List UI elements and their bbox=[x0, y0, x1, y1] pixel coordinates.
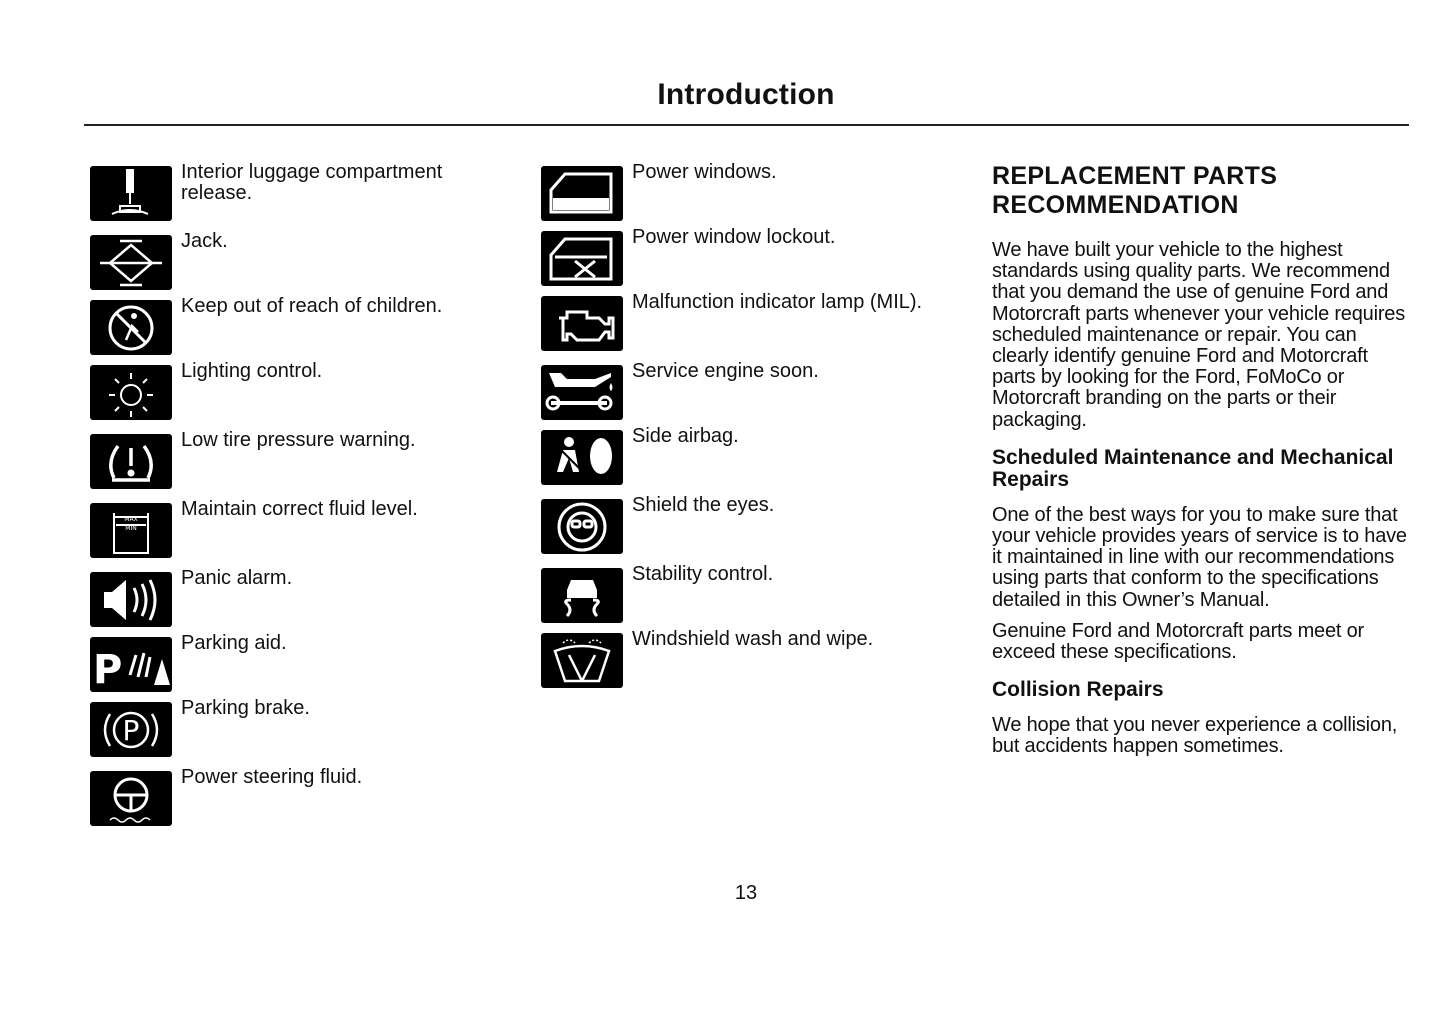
keep-out-of-reach-children-icon bbox=[90, 300, 172, 355]
symbol-label: Maintain correct fluid level. bbox=[181, 498, 418, 520]
list-item bbox=[90, 499, 490, 555]
parking-aid-icon bbox=[90, 637, 172, 692]
section-paragraph: We have built your vehicle to the highest standards using quality parts. We recommend that you demand the use of genuine Ford and Motorcraft parts whenever your vehicle requires scheduled maintenance or repair. You can clearly identify genuine Ford and Motorcraft parts by looking for the Ford, FoMoCo or Motorcraft branding on the parts or their packaging. bbox=[992, 239, 1406, 431]
shield-eyes-icon bbox=[541, 499, 623, 554]
symbol-label: Keep out of reach of children. bbox=[181, 295, 443, 317]
header-divider bbox=[84, 124, 1409, 126]
list-item bbox=[90, 361, 490, 417]
power-steering-fluid-icon bbox=[90, 771, 172, 826]
fluid-level-icon bbox=[90, 503, 172, 558]
list-item bbox=[90, 162, 490, 218]
symbol-label: Side airbag. bbox=[632, 425, 739, 447]
symbol-label: Lighting control. bbox=[181, 360, 323, 382]
symbol-label: Windshield wash and wipe. bbox=[632, 628, 874, 650]
side-airbag-icon bbox=[541, 430, 623, 485]
list-item bbox=[541, 629, 961, 685]
low-tire-pressure-icon bbox=[90, 434, 172, 489]
list-item bbox=[541, 426, 961, 482]
page-number: 13 bbox=[734, 882, 758, 904]
list-item bbox=[90, 430, 490, 486]
list-item bbox=[90, 698, 490, 754]
symbol-label: Stability control. bbox=[632, 563, 774, 585]
list-item bbox=[541, 227, 961, 283]
parking-brake-icon bbox=[90, 702, 172, 757]
symbol-label: Jack. bbox=[181, 230, 228, 252]
jack-icon bbox=[90, 235, 172, 290]
symbol-label: Power windows. bbox=[632, 161, 777, 183]
fluid-max-mark: MAX bbox=[124, 516, 138, 523]
fluid-min-mark: MIN bbox=[125, 525, 137, 532]
section-paragraph: One of the best ways for you to make sure that your vehicle provides years of service is to have it maintained in line with our recommendations using parts that conform to the specifications detailed in this Owner’s Manual. bbox=[992, 503, 1407, 611]
symbol-label: Malfunction indicator lamp (MIL). bbox=[632, 291, 923, 313]
symbol-label: Interior luggage compartment release. bbox=[181, 161, 443, 204]
parking-brake-letter: P bbox=[122, 714, 140, 747]
list-item bbox=[541, 162, 961, 218]
symbol-label: Low tire pressure warning. bbox=[181, 429, 416, 451]
list-item bbox=[541, 361, 961, 417]
symbol-label: Panic alarm. bbox=[181, 567, 293, 589]
panic-alarm-icon bbox=[90, 572, 172, 627]
section-paragraph: Genuine Ford and Motorcraft parts meet or exceed these specifications. bbox=[992, 619, 1364, 664]
power-window-lockout-icon bbox=[541, 231, 623, 286]
parking-aid-letter: P bbox=[93, 647, 123, 692]
section-heading: REPLACEMENT PARTS RECOMMENDATION bbox=[992, 162, 1278, 219]
list-item bbox=[541, 292, 961, 348]
lighting-control-icon bbox=[90, 365, 172, 420]
list-item bbox=[90, 231, 490, 287]
list-item bbox=[90, 568, 490, 624]
service-engine-icon bbox=[541, 365, 623, 420]
symbol-label: Parking aid. bbox=[181, 632, 287, 654]
stability-control-icon bbox=[541, 568, 623, 623]
list-item bbox=[90, 632, 490, 692]
symbol-label: Power steering fluid. bbox=[181, 766, 363, 788]
list-item bbox=[541, 495, 961, 551]
section-paragraph: We hope that you never experience a collision, but accidents happen sometimes. bbox=[992, 714, 1398, 758]
subsection-heading-maintenance: Scheduled Maintenance and Mechanical Repairs bbox=[992, 445, 1394, 491]
list-item bbox=[90, 767, 490, 823]
replacement-parts-section bbox=[992, 162, 1412, 768]
list-item bbox=[90, 296, 490, 352]
power-windows-icon bbox=[541, 166, 623, 221]
symbol-label: Power window lockout. bbox=[632, 226, 836, 248]
subsection-heading-collision: Collision Repairs bbox=[992, 678, 1164, 702]
luggage-release-icon bbox=[90, 166, 172, 221]
symbol-label: Service engine soon. bbox=[632, 360, 819, 382]
windshield-wash-icon bbox=[541, 633, 623, 688]
symbol-label: Shield the eyes. bbox=[632, 494, 775, 516]
malfunction-lamp-icon bbox=[541, 296, 623, 351]
symbol-label: Parking brake. bbox=[181, 697, 310, 719]
list-item bbox=[541, 564, 961, 620]
page-title: Introduction bbox=[657, 78, 835, 111]
